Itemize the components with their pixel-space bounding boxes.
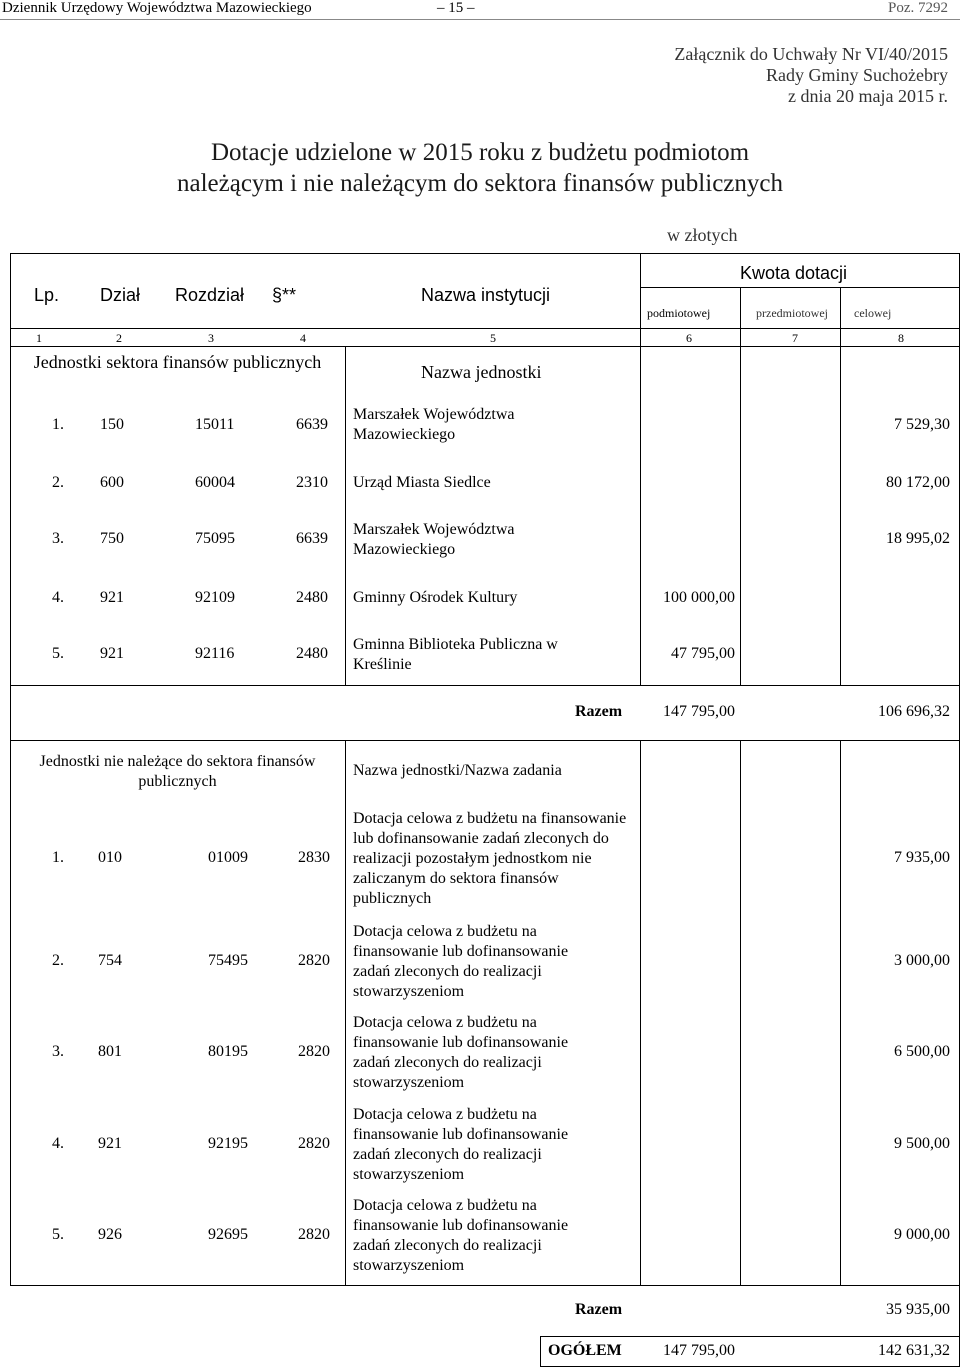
col-rozdzial: Rozdział (175, 285, 245, 305)
row-paragraph: 2310 (296, 474, 328, 491)
row-name: Dotacja celowa z budżetu na finansowanie lub dofinansowanie zadań zleconych do realizacji stowarzyszeniom (353, 923, 569, 1000)
row-celowej: 7 529,30 (894, 416, 950, 433)
row-dzial: 926 (98, 1226, 122, 1243)
section2-name-divider (345, 740, 346, 1286)
row-celowej: 9 000,00 (894, 1226, 950, 1243)
row-name: Marszałek Województwa Mazowieckiego (353, 406, 515, 443)
row-name: Gminny Ośrodek Kultury (353, 589, 518, 606)
row-rozdzial: 75095 (195, 530, 235, 547)
kwota-divider (640, 287, 960, 288)
section2-name-heading: Nazwa jednostki/Nazwa zadania (353, 762, 562, 779)
row-lp: 3. (52, 1043, 64, 1060)
row-lp: 1. (52, 416, 64, 433)
document-title-line-2: należącym i nie należącym do sektora finansów publicznych (176, 170, 783, 197)
row-paragraph: 2480 (296, 645, 328, 662)
row-paragraph: 2820 (298, 1135, 330, 1152)
row-dzial: 010 (98, 849, 122, 866)
row-rozdzial: 75495 (208, 952, 248, 969)
row-lp: 2. (52, 474, 64, 491)
grand-total-celowej: 142 631,32 (878, 1342, 950, 1359)
podmiotowej-divider (640, 253, 641, 686)
row-rozdzial: 92195 (208, 1135, 248, 1152)
row-dzial: 921 (100, 645, 124, 662)
position-number: Poz. 7292 (888, 0, 948, 16)
attachment-line-1: Załącznik do Uchwały Nr VI/40/2015 (674, 44, 948, 64)
attachment-line-2: Rady Gminy Suchożebry (766, 65, 948, 85)
column-numbers-bottom (10, 346, 960, 347)
grand-total-podmiotowej: 147 795,00 (663, 1342, 735, 1359)
row-lp: 5. (52, 1226, 64, 1243)
col-celowej: celowej (854, 306, 892, 320)
col-number-6: 6 (686, 331, 692, 345)
row-celowej: 3 000,00 (894, 952, 950, 969)
row-name: Urząd Miasta Siedlce (353, 474, 491, 491)
row-podmiotowej: 100 000,00 (663, 589, 735, 606)
row-name: Dotacja celowa z budżetu na finansowanie lub dofinansowanie zadań zleconych do realizacji stowarzyszeniom (353, 1014, 569, 1091)
section1-total-bottom (10, 740, 960, 741)
col-nazwa-instytucji: Nazwa instytucji (421, 285, 551, 305)
row-name: Dotacja celowa z budżetu na finansowanie lub dofinansowanie zadań zleconych do realizacji pozostałym jednostkom nie zaliczanym do sektora finansów publicznych (353, 810, 627, 907)
section1-total-label: Razem (575, 703, 623, 720)
column-header-bottom (10, 328, 960, 329)
grand-total-left (540, 1336, 541, 1367)
row-lp: 2. (52, 952, 64, 969)
row-dzial: 754 (98, 952, 122, 969)
row-rozdzial: 60004 (195, 474, 235, 491)
row-celowej: 9 500,00 (894, 1135, 950, 1152)
row-dzial: 150 (100, 416, 124, 433)
row-dzial: 600 (100, 474, 124, 491)
row-paragraph: 2820 (298, 952, 330, 969)
row-rozdzial: 92109 (195, 589, 235, 606)
col-dzial: Dział (100, 285, 141, 305)
row-name: Dotacja celowa z budżetu na finansowanie lub dofinansowanie zadań zleconych do realizacji stowarzyszeniom (353, 1197, 569, 1274)
przedmiotowej-divider (740, 287, 741, 686)
col-podmiotowej: podmiotowej (647, 306, 711, 320)
row-lp: 4. (52, 1135, 64, 1152)
row-dzial: 921 (100, 589, 124, 606)
row-dzial: 750 (100, 530, 124, 547)
col-number-2: 2 (116, 331, 122, 345)
section1-heading: Jednostki sektora finansów publicznych (33, 352, 322, 372)
row-name: Marszałek Województwa Mazowieckiego (353, 521, 515, 558)
section2-total-label: Razem (575, 1301, 623, 1318)
section2-celowej-divider (840, 740, 841, 1286)
section1-bottom (10, 685, 960, 686)
row-lp: 4. (52, 589, 64, 606)
grand-total-label: OGÓŁEM (548, 1342, 622, 1359)
row-rozdzial: 92695 (208, 1226, 248, 1243)
section2-podmiotowej-divider (640, 740, 641, 1286)
row-celowej: 80 172,00 (886, 474, 950, 491)
row-celowej: 7 935,00 (894, 849, 950, 866)
col-lp: Lp. (34, 285, 60, 305)
section2-bottom (10, 1285, 960, 1286)
attachment-line-3: z dnia 20 maja 2015 r. (788, 86, 948, 106)
section1-total-podmiotowej: 147 795,00 (663, 703, 735, 720)
page-number: – 15 – (437, 0, 475, 16)
section2-przedmiotowej-divider (740, 740, 741, 1286)
table-top-border (10, 253, 960, 254)
row-paragraph: 2480 (296, 589, 328, 606)
row-dzial: 921 (98, 1135, 122, 1152)
section2-heading: Jednostki nie należące do sektora finansów publicznych (39, 753, 316, 790)
row-name: Dotacja celowa z budżetu na finansowanie lub dofinansowanie zadań zleconych do realizacji stowarzyszeniom (353, 1106, 569, 1183)
section2-total-celowej: 35 935,00 (886, 1301, 950, 1318)
col-number-8: 8 (898, 331, 904, 345)
row-paragraph: 6639 (296, 416, 328, 433)
col-number-1: 1 (36, 331, 42, 345)
row-paragraph: 2820 (298, 1043, 330, 1060)
section1-name-heading: Nazwa jednostki (421, 362, 542, 382)
document-title-line-1: Dotacje udzielone w 2015 roku z budżetu podmiotom (210, 139, 750, 166)
section2-total-bottom (540, 1336, 960, 1337)
row-lp: 5. (52, 645, 64, 662)
row-lp: 3. (52, 530, 64, 547)
row-paragraph: 2820 (298, 1226, 330, 1243)
row-celowej: 18 995,02 (886, 530, 950, 547)
row-paragraph: 6639 (296, 530, 328, 547)
col-number-3: 3 (208, 331, 214, 345)
row-podmiotowej: 47 795,00 (671, 645, 735, 662)
col-kwota-dotacji: Kwota dotacji (740, 263, 848, 283)
row-celowej: 6 500,00 (894, 1043, 950, 1060)
row-dzial: 801 (98, 1043, 122, 1060)
row-rozdzial: 92116 (195, 645, 235, 662)
row-rozdzial: 80195 (208, 1043, 248, 1060)
row-lp: 1. (52, 849, 64, 866)
col-przedmiotowej: przedmiotowej (756, 306, 828, 320)
row-paragraph: 2830 (298, 849, 330, 866)
col-number-4: 4 (300, 331, 306, 345)
row-rozdzial: 01009 (208, 849, 248, 866)
header-rule (0, 19, 960, 20)
row-rozdzial: 15011 (195, 416, 235, 433)
section1-total-celowej: 106 696,32 (878, 703, 950, 720)
row-name: Gminna Biblioteka Publiczna w Kreślinie (353, 636, 558, 673)
col-number-5: 5 (490, 331, 496, 345)
col-number-7: 7 (792, 331, 798, 345)
unit-label: w złotych (667, 225, 738, 245)
col-paragraph: §** (272, 285, 297, 305)
section1-name-divider (345, 346, 346, 686)
journal-name: Dziennik Urzędowy Województwa Mazowieckiego (2, 0, 312, 16)
